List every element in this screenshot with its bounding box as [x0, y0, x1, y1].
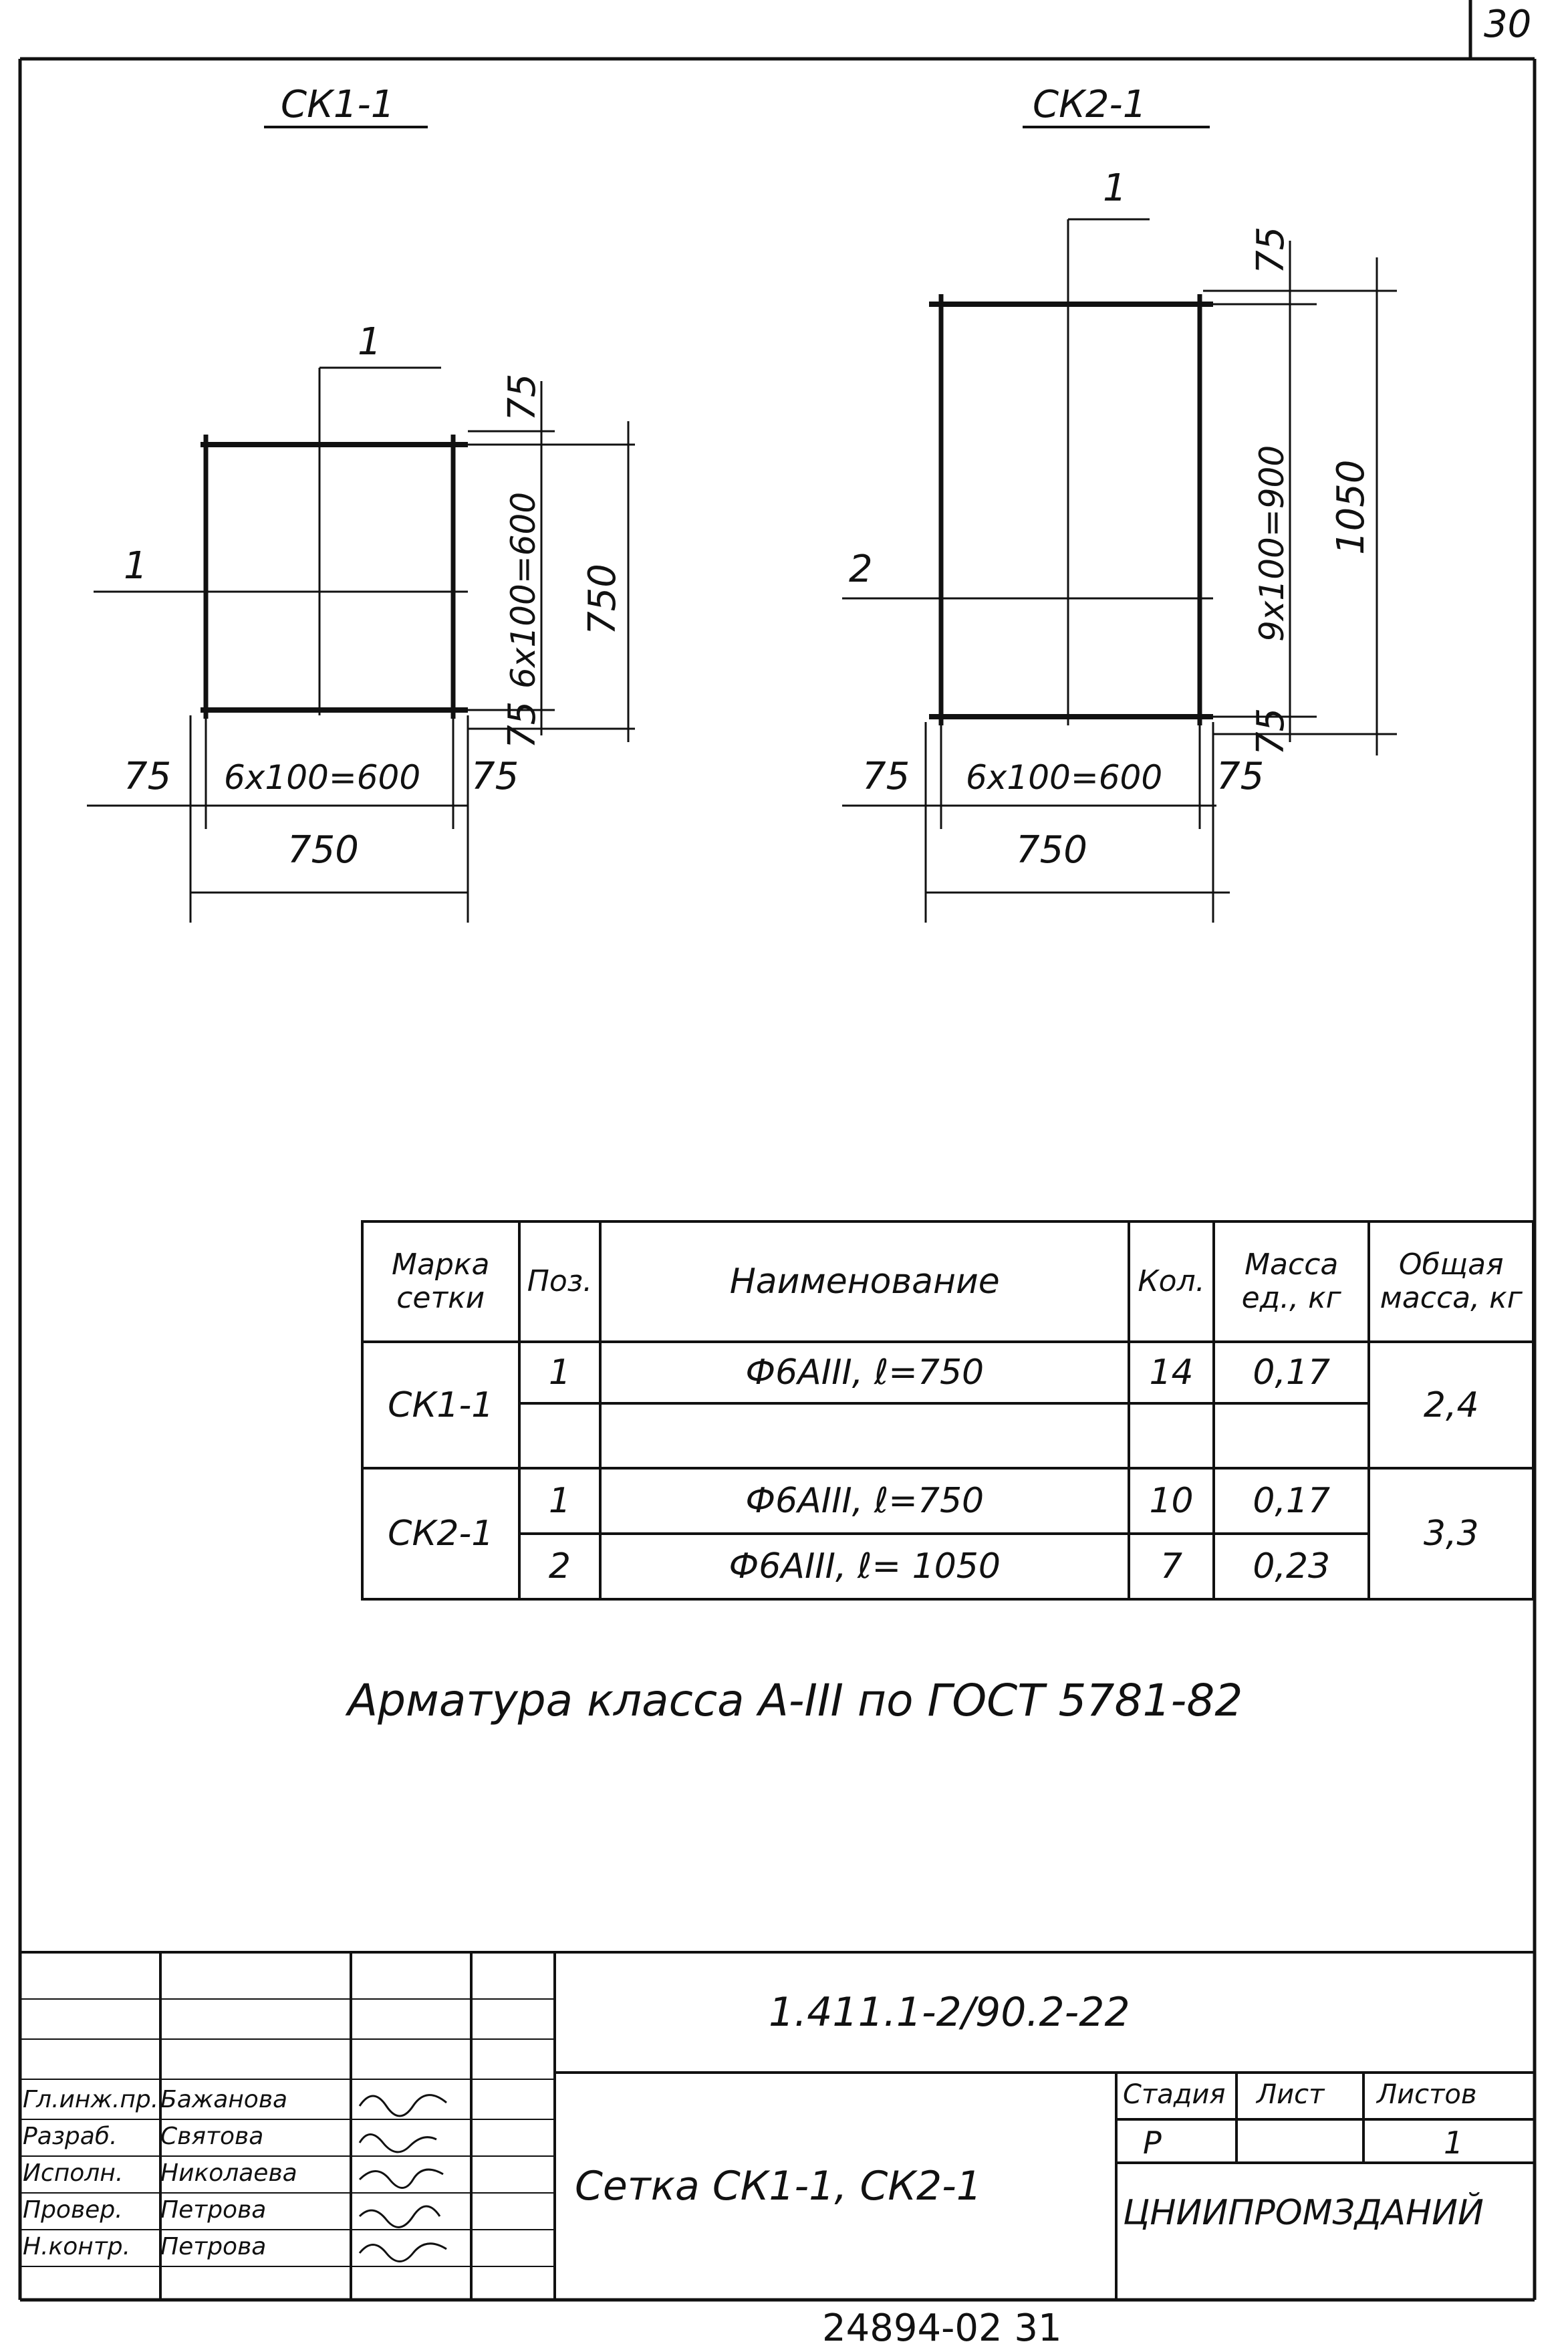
- left-dim-bottom-total: 750: [287, 828, 359, 872]
- header-qty: Кол.: [1129, 1221, 1214, 1342]
- person-name: Петрова: [160, 2196, 267, 2224]
- row-pos: 2: [519, 1534, 601, 1599]
- approval-row: [23, 2228, 357, 2265]
- right-dim-right-top: 75: [1249, 226, 1293, 274]
- right-pos-top: 1: [1103, 166, 1127, 210]
- left-dim-bottom-mid: 6x100=600: [224, 758, 421, 797]
- approval-row: [23, 2192, 357, 2228]
- approval-row: [23, 2155, 357, 2192]
- row-mark: СК2-1: [362, 1468, 519, 1599]
- row-pos: [519, 1403, 601, 1468]
- sheet-frame: [20, 0, 1535, 2300]
- left-dim-right-total: 750: [581, 564, 624, 635]
- right-dim-bottom-total: 750: [1016, 828, 1087, 872]
- person-name: Николаева: [160, 2159, 297, 2187]
- sheets-value: 1: [1444, 2125, 1464, 2161]
- approval-row: [23, 2081, 357, 2118]
- role-label: Н.контр.: [23, 2233, 131, 2260]
- row-mark: СК1-1: [362, 1342, 519, 1468]
- left-dim-right-bot: 75: [501, 701, 544, 749]
- row-name: Ф6АIII, ℓ=750: [600, 1342, 1129, 1403]
- table-row: [362, 1534, 1533, 1599]
- bottom-inventory-stamp: 24894-02 31: [822, 2307, 1062, 2350]
- person-name: Петрова: [160, 2233, 267, 2260]
- row-unit-mass: 0,17: [1214, 1342, 1369, 1403]
- role-label: Разраб.: [23, 2123, 118, 2150]
- right-pos-left: 2: [849, 548, 873, 591]
- sheets-label: Листов: [1377, 2079, 1477, 2110]
- mesh-sk2-1: [842, 219, 1397, 923]
- left-pos-top: 1: [358, 320, 382, 364]
- specification-table: [361, 1220, 1535, 1601]
- organization-name: ЦНИИПРОМЗДАНИЙ: [1123, 2193, 1484, 2233]
- right-dim-right-total: 1050: [1329, 459, 1373, 555]
- row-total: 2,4: [1369, 1342, 1533, 1468]
- signatures: [353, 2079, 473, 2266]
- sheet-corner-number: 30: [1484, 3, 1532, 46]
- row-qty: 10: [1129, 1468, 1214, 1534]
- table-row: [362, 1468, 1533, 1534]
- table-row: [362, 1403, 1533, 1468]
- row-unit-mass: 0,23: [1214, 1534, 1369, 1599]
- row-qty: 14: [1129, 1342, 1214, 1403]
- row-name: Ф6АIII, ℓ=750: [600, 1468, 1129, 1534]
- left-dim-right-top: 75: [501, 373, 544, 421]
- header-total-mass: Общая масса, кг: [1369, 1221, 1533, 1342]
- row-name: [600, 1403, 1129, 1468]
- person-name: Бажанова: [160, 2086, 288, 2113]
- left-dim-bottom-left: 75: [124, 755, 172, 798]
- row-pos: 1: [519, 1342, 601, 1403]
- right-dim-bottom-right: 75: [1216, 755, 1265, 798]
- right-mesh-title: СК2-1: [1033, 83, 1147, 126]
- rebar-class-note: Арматура класса А-III по ГОСТ 5781-82: [348, 1675, 1243, 1726]
- row-qty: [1129, 1403, 1214, 1468]
- row-pos: 1: [519, 1468, 601, 1534]
- role-label: Гл.инж.пр.: [23, 2086, 159, 2113]
- person-name: Святова: [160, 2123, 264, 2150]
- header-unit-mass: Масса ед., кг: [1214, 1221, 1369, 1342]
- row-unit-mass: [1214, 1403, 1369, 1468]
- left-dim-right-mid: 6x100=600: [504, 491, 543, 689]
- row-total: 3,3: [1369, 1468, 1533, 1599]
- sheet-label: Лист: [1257, 2079, 1325, 2110]
- header-mark: Марка сетки: [362, 1221, 519, 1342]
- right-dim-bottom-mid: 6x100=600: [966, 758, 1163, 797]
- approval-list: [23, 2081, 357, 2265]
- row-qty: 7: [1129, 1534, 1214, 1599]
- left-dim-bottom-right: 75: [471, 755, 519, 798]
- table-row: [362, 1342, 1533, 1403]
- role-label: Исполн.: [23, 2159, 124, 2187]
- left-pos-left: 1: [124, 544, 148, 588]
- approval-row: [23, 2118, 357, 2155]
- right-dim-bottom-left: 75: [862, 755, 910, 798]
- left-mesh-title: СК1-1: [281, 83, 395, 126]
- header-pos: Поз.: [519, 1221, 601, 1342]
- mesh-sk1-1: [87, 368, 635, 923]
- row-unit-mass: 0,17: [1214, 1468, 1369, 1534]
- right-dim-right-bot: 75: [1249, 707, 1293, 755]
- document-code: 1.411.1-2/90.2-22: [769, 1989, 1130, 2036]
- role-label: Провер.: [23, 2196, 123, 2224]
- header-name: Наименование: [600, 1221, 1129, 1342]
- right-dim-right-mid: 9x100=900: [1253, 445, 1291, 642]
- stage-label: Стадия: [1123, 2079, 1226, 2110]
- row-name: Ф6АIII, ℓ= 1050: [600, 1534, 1129, 1599]
- stage-value: Р: [1143, 2125, 1162, 2161]
- sheet-title: Сетка СК1-1, СК2-1: [575, 2163, 982, 2210]
